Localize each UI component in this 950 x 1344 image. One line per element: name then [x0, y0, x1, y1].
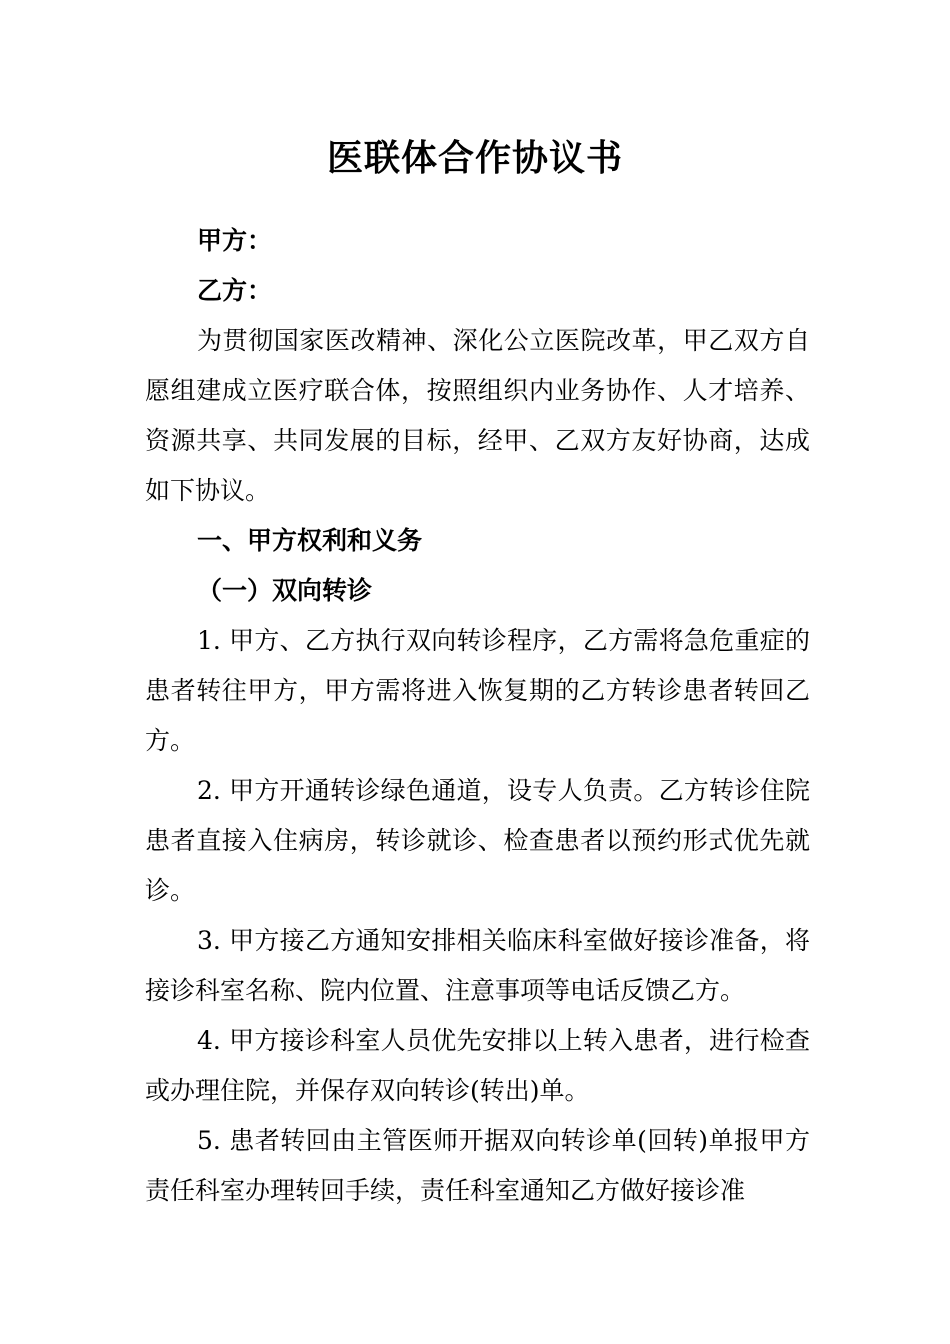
document-title: 医联体合作协议书: [326, 137, 623, 179]
party-a-label: 甲方：: [197, 226, 273, 255]
clause-4: 4. 甲方接诊科室人员优先安排以上转入患者，进行检查或办理住院，并保存双向转诊(转出)单。: [145, 1026, 810, 1105]
clause-2: 2. 甲方开通转诊绿色通道，设专人负责。乙方转诊住院患者直接入住病房，转诊就诊、检查患者以预约形式优先就诊。: [145, 776, 810, 905]
subsection-heading: （一）双向转诊: [197, 576, 373, 605]
clause-3: 3. 甲方接乙方通知安排相关临床科室做好接诊准备，将接诊科室名称、院内位置、注意事项等电话反馈乙方。: [145, 926, 810, 1005]
intro-paragraph: 为贯彻国家医改精神、深化公立医院改革，甲乙双方自愿组建成立医疗联合体，按照组织内业务协作、人才培养、资源共享、共同发展的目标，经甲、乙双方友好协商，达成如下协议。: [145, 326, 810, 505]
section-heading: 一、甲方权利和义务: [197, 526, 423, 555]
party-b-label: 乙方：: [197, 276, 273, 305]
clause-1: 1. 甲方、乙方执行双向转诊程序，乙方需将急危重症的患者转往甲方，甲方需将进入恢复期的乙方转诊患者转回乙方。: [145, 626, 810, 755]
document-body: [145, 216, 810, 1216]
clause-5: 5. 患者转回由主管医师开据双向转诊单(回转)单报甲方责任科室办理转回手续，责任科室通知乙方做好接诊准: [145, 1126, 810, 1205]
